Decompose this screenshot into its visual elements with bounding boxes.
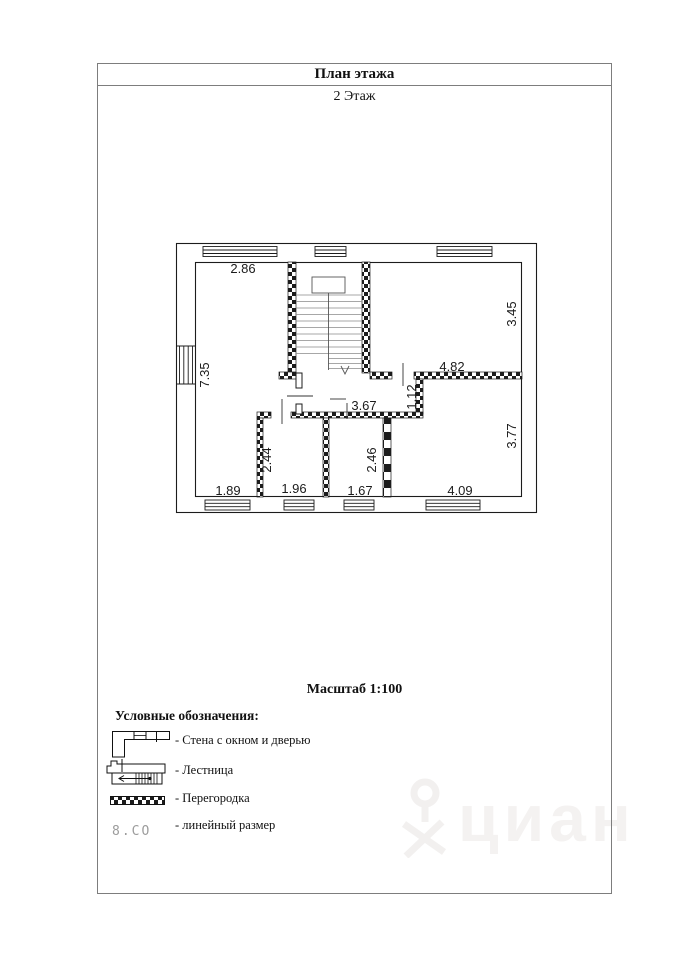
- page-title: План этажа: [314, 66, 395, 82]
- dim-corridor-width: 3.67: [351, 398, 377, 413]
- stair-direction-arrow: [341, 366, 349, 374]
- dim-corridor-nook-height: 1.12: [404, 384, 419, 410]
- legend-heading: Условные обозначения:: [115, 708, 259, 723]
- dim-bottom-width-3: 1.67: [347, 483, 373, 498]
- dim-bottom-width-2: 1.96: [281, 481, 307, 496]
- title-divider: [97, 85, 612, 86]
- partition-icon: [110, 796, 166, 806]
- stairs-icon: [106, 759, 168, 787]
- floor-plan-drawing: [165, 235, 545, 520]
- dim-bottom-width-4: 4.09: [447, 483, 473, 498]
- linear-dimension-sample: 8.CO: [112, 824, 152, 839]
- legend-item-linear-dimension: - линейный размер: [175, 818, 276, 832]
- top-wall-windows: [203, 247, 492, 257]
- dim-small-room-1-height: 2.44: [259, 447, 274, 473]
- dim-top-room-width: 2.86: [230, 261, 256, 276]
- watermark-text: циан: [458, 781, 636, 855]
- dim-upper-right-wall-width: 4.82: [439, 359, 465, 374]
- left-wall-window: [177, 346, 196, 384]
- staircase: [296, 277, 362, 374]
- dim-small-room-2-height: 2.46: [364, 447, 379, 473]
- legend-item-stairs: - Лестница: [175, 763, 234, 777]
- dim-upper-right-room-height: 3.45: [504, 301, 519, 327]
- dim-lower-right-room-height: 3.77: [504, 423, 519, 449]
- dim-left-wall-height: 7.35: [197, 362, 212, 388]
- floor-subtitle: 2 Этаж: [333, 89, 376, 104]
- dim-bottom-width-1: 1.89: [215, 483, 241, 498]
- bottom-wall-windows: [205, 500, 480, 510]
- legend-item-partition: - Перегородка: [175, 791, 250, 805]
- dimension-labels: [197, 261, 519, 498]
- wall-window-door-icon: [112, 731, 170, 758]
- legend-item-wall-window-door: - Стена с окном и дверью: [175, 733, 311, 747]
- corridor-walls: [296, 373, 302, 414]
- scale-label: Масштаб 1:100: [306, 682, 403, 697]
